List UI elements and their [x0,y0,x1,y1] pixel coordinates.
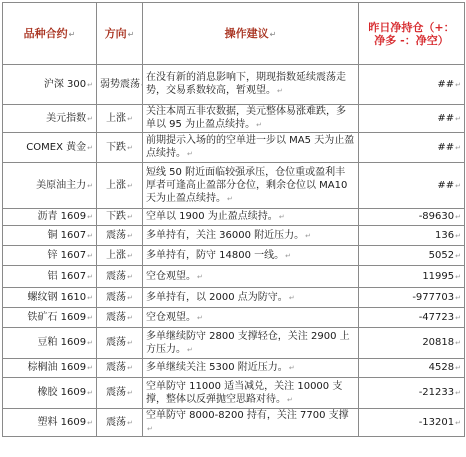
cell-position [359,288,465,308]
position-text: 4528 ↵ [429,362,461,373]
cell-position [359,409,465,437]
cell-position [359,226,465,246]
variety-text: 塑料 1609 ↵ [37,417,93,428]
position-text: 11995 ↵ [422,271,461,282]
cell-variety [3,328,97,359]
variety-text: 螺纹钢 1610 ↵ [27,292,93,303]
cell-advice [143,65,359,105]
operation-advice-table [2,2,465,437]
table-row [3,359,465,378]
cell-advice [143,163,359,209]
cell-direction [97,246,143,266]
cell-direction [97,359,143,378]
header-row [3,3,465,65]
table-row [3,266,465,288]
direction-text: 震荡 ↵ [106,337,133,348]
advice-text: 空单以 1900 为止盈点续持。 ↵ [146,211,285,222]
direction-text: 下跌 ↵ [106,142,133,153]
position-text: ## ↵ [437,79,461,90]
advice-text: 空仓观望。 ↵ [146,271,203,282]
cell-advice [143,359,359,378]
cell-direction [97,133,143,163]
position-text: 5052 ↵ [429,250,461,261]
cell-advice [143,378,359,409]
position-text: 136 ↵ [435,230,461,241]
direction-text: 震荡 ↵ [106,271,133,282]
table-row [3,209,465,226]
advice-text: 多单继续防守 2800 支撑轻仓，关注 2900 上方压力。 ↵ [146,331,350,355]
advice-text: 空仓观望。 ↵ [146,312,203,323]
direction-text: 震荡 ↵ [106,312,133,323]
position-text: ## ↵ [437,180,461,191]
direction-text: 震荡 ↵ [106,292,133,303]
cell-advice [143,308,359,328]
cell-position [359,65,465,105]
cell-variety [3,209,97,226]
cell-variety [3,133,97,163]
variety-text: 美原油主力 ↵ [36,180,93,191]
table-row [3,246,465,266]
advice-text: 短线 50 附近面临较强承压，仓位重或盈利丰厚者可逢高止盈部分仓位，剩余仓位以 MA10 天为止盈点续持。 ↵ [146,167,347,204]
cell-direction [97,209,143,226]
advice-text: 前期提示入场的的空单进一步以 MA5 天为止盈点续持。 ↵ [146,135,354,159]
table-row [3,378,465,409]
advice-text: 多单持有，关注 36000 附近压力。 ↵ [146,230,311,241]
advice-text: 关注本周五非农数据，美元整体易涨难跌，多单以 95 为止盈点续持。 ↵ [146,106,346,130]
cell-position [359,133,465,163]
cell-position [359,209,465,226]
cell-position [359,163,465,209]
advice-text: 多单继续关注 5300 附近压力。 ↵ [146,362,295,373]
cell-advice [143,209,359,226]
header-advice: 操作建议 ↵ [143,3,359,65]
table-row [3,163,465,209]
cell-variety [3,378,97,409]
variety-text: 锌 1607 ↵ [47,250,93,261]
cell-position [359,308,465,328]
advice-text: 空单防守 8000-8200 持有，关注 7700 支撑 ↵ [146,410,349,434]
cell-direction [97,378,143,409]
cell-position [359,328,465,359]
cell-variety [3,288,97,308]
cell-variety [3,105,97,133]
cell-direction [97,266,143,288]
cell-position [359,378,465,409]
variety-text: 铜 1607 ↵ [47,230,93,241]
direction-text: 弱势震荡 ↵ [100,79,143,90]
variety-text: 铝 1607 ↵ [47,271,93,282]
advice-text: 多单持有，防守 14800 一线。 ↵ [146,250,291,261]
cell-position [359,359,465,378]
advice-text: 在没有新的消息影响下，期现指数延续震荡走势，交易系数较高，暂观望。 ↵ [146,72,346,96]
cell-variety [3,409,97,437]
header-variety: 品种合约 ↵ [3,3,97,65]
cell-direction [97,163,143,209]
cell-advice [143,105,359,133]
position-text: 20818 ↵ [422,337,461,348]
cell-variety [3,65,97,105]
cell-position [359,246,465,266]
position-text: -21233 ↵ [419,387,461,398]
position-text: ## ↵ [437,142,461,153]
cell-direction [97,65,143,105]
cell-direction [97,409,143,437]
table-row [3,328,465,359]
direction-text: 上涨 ↵ [106,250,133,261]
cell-advice [143,409,359,437]
cell-variety [3,246,97,266]
table-row [3,65,465,105]
cell-variety [3,308,97,328]
advice-text: 多单持有，以 2000 点为防守。 ↵ [146,292,295,303]
direction-text: 震荡 ↵ [106,230,133,241]
cell-direction [97,226,143,246]
cell-direction [97,308,143,328]
cell-variety [3,359,97,378]
position-text: -47723 ↵ [419,312,461,323]
variety-text: COMEX 黄金 ↵ [26,142,93,153]
position-text: -13201 ↵ [419,417,461,428]
cell-position [359,105,465,133]
advice-text: 空单防守 11000 适当减兑，关注 10000 支撑，整体以反弹抛空思路对待。 ↵ [146,381,342,405]
table-row [3,105,465,133]
cell-advice [143,266,359,288]
variety-text: 沥青 1609 ↵ [37,211,93,222]
cell-advice [143,328,359,359]
table-row [3,409,465,437]
table-row [3,288,465,308]
header-position-line2: 净多 -：净空） [374,33,449,47]
cell-direction [97,105,143,133]
direction-text: 震荡 ↵ [106,362,133,373]
header-direction: 方向 ↵ [97,3,143,65]
variety-text: 铁矿石 1609 ↵ [27,312,93,323]
cell-position [359,266,465,288]
cell-direction [97,328,143,359]
cell-direction [97,288,143,308]
position-text: -977703 ↵ [412,292,461,303]
cell-variety [3,226,97,246]
cell-variety [3,163,97,209]
table-body [3,65,465,437]
cell-variety [3,266,97,288]
direction-text: 上涨 ↵ [106,180,133,191]
position-text: -89630 ↵ [419,211,461,222]
position-text: ## ↵ [437,113,461,124]
variety-text: 棕榈油 1609 ↵ [27,362,93,373]
header-position [359,3,465,65]
direction-text: 震荡 ↵ [106,387,133,398]
cell-advice [143,133,359,163]
cell-advice [143,246,359,266]
variety-text: 美元指数 ↵ [46,113,93,124]
cell-advice [143,288,359,308]
cell-advice [143,226,359,246]
table-row [3,226,465,246]
variety-text: 沪深 300 ↵ [44,79,93,90]
direction-text: 上涨 ↵ [106,113,133,124]
direction-text: 下跌 ↵ [106,211,133,222]
header-position-line1: 昨日净持仓（+： [368,20,455,34]
variety-text: 豆粕 1609 ↵ [37,337,93,348]
direction-text: 震荡 ↵ [106,417,133,428]
table-row [3,308,465,328]
table-row [3,133,465,163]
variety-text: 橡胶 1609 ↵ [37,387,93,398]
